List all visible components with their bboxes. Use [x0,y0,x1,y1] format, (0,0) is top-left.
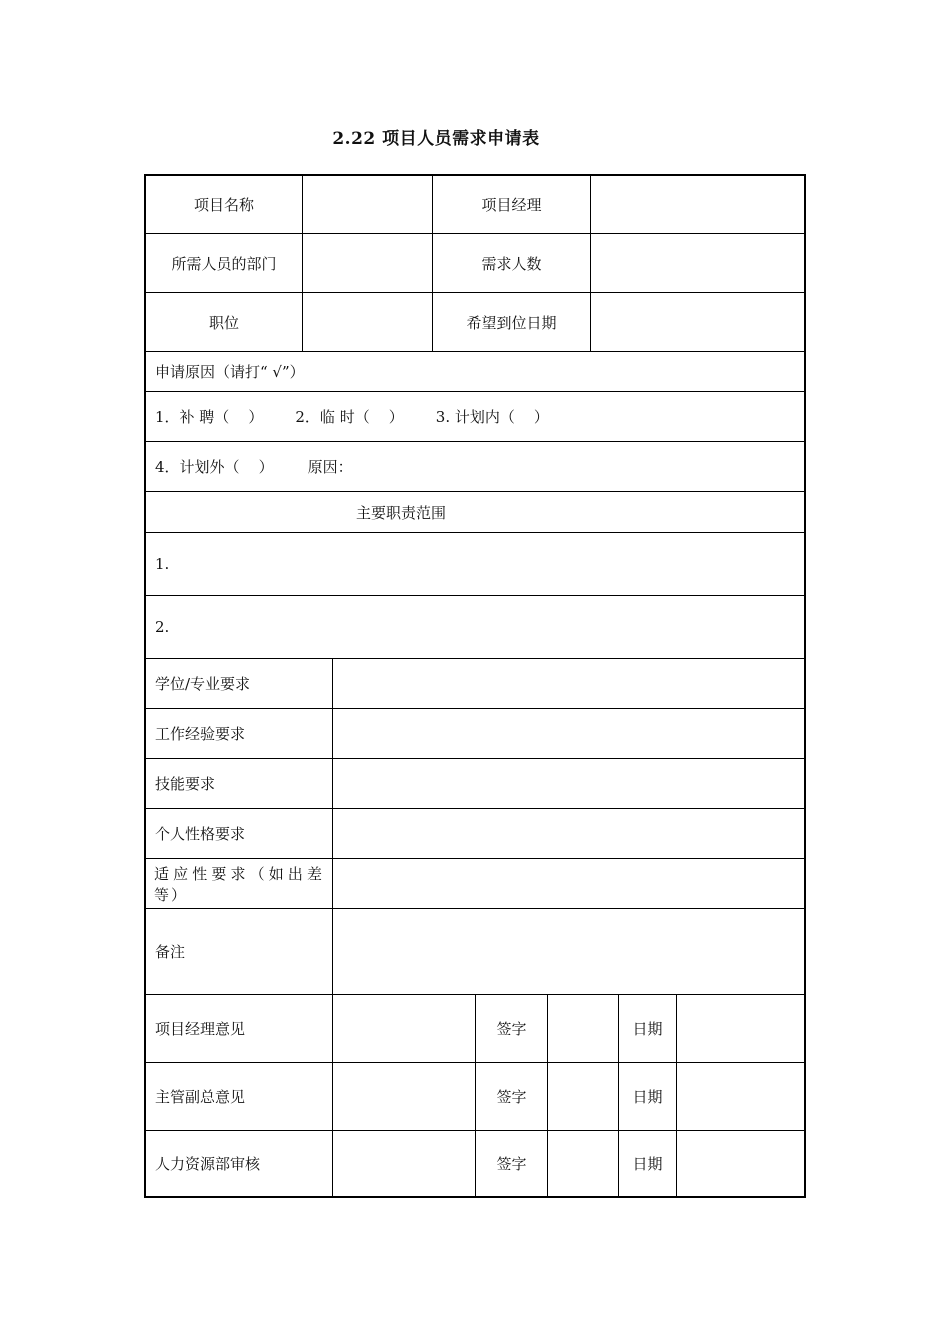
personality-requirement-label: 个人性格要求 [155,825,246,843]
adaptability-requirement-field[interactable] [333,859,804,908]
duty-item-1[interactable]: 1. [155,555,170,573]
headcount-field[interactable] [591,234,804,292]
reason-options-row [146,392,804,441]
duty-item-2[interactable]: 2. [155,618,170,636]
experience-requirement-field[interactable] [333,709,804,758]
pm-date-label: 日期 [632,1020,663,1038]
option-temporary[interactable]: 2．临 时（ ） [295,408,404,426]
hr-review-field[interactable] [333,1131,475,1196]
remarks-label: 备注 [155,943,186,961]
skill-requirement-label: 技能要求 [155,775,216,793]
position-label: 职位 [208,313,239,332]
vp-opinion-label: 主管副总意见 [155,1088,246,1106]
department-field[interactable] [303,234,432,292]
pm-sign-field[interactable] [548,995,618,1062]
degree-requirement-label: 学位/专业要求 [155,675,251,693]
duties-header: 主要职责范围 [356,503,447,522]
pm-opinion-label: 项目经理意见 [155,1020,246,1038]
arrival-date-field[interactable] [591,293,804,351]
option-unplanned[interactable]: 4．计划外（ ） [155,458,274,476]
arrival-date-label: 希望到位日期 [466,313,557,332]
hr-date-field[interactable] [677,1131,804,1196]
project-name-label: 项目名称 [193,196,254,214]
page-title: 2.22 项目人员需求申请表 [332,129,540,149]
headcount-label: 需求人数 [481,254,542,273]
requisition-form [144,174,806,1198]
project-manager-field[interactable] [591,176,804,233]
project-name-field[interactable] [303,176,432,233]
personality-requirement-field[interactable] [333,809,804,858]
experience-requirement-label: 工作经验要求 [155,725,246,743]
pm-sign-label: 签字 [496,1020,527,1038]
pm-date-field[interactable] [677,995,804,1062]
vp-opinion-field[interactable] [333,1063,475,1130]
reason-header: 申请原因（请打“ √”） [155,363,305,381]
hr-date-label: 日期 [632,1155,663,1173]
hr-sign-label: 签字 [496,1155,527,1173]
hr-sign-field[interactable] [548,1131,618,1196]
option-planned[interactable]: 3. 计划内（ ） [435,408,549,426]
department-label: 所需人员的部门 [171,254,277,273]
adaptability-requirement-label: 适应性要求（如出差等） [154,865,324,904]
remarks-field[interactable] [333,909,804,994]
position-field[interactable] [303,293,432,351]
degree-requirement-field[interactable] [333,659,804,708]
option-replacement[interactable]: 1．补 聘（ ） [155,408,264,426]
project-manager-label: 项目经理 [481,196,542,214]
vp-date-field[interactable] [677,1063,804,1130]
vp-sign-label: 签字 [496,1088,527,1106]
pm-opinion-field[interactable] [333,995,475,1062]
skill-requirement-field[interactable] [333,759,804,808]
vp-sign-field[interactable] [548,1063,618,1130]
vp-date-label: 日期 [632,1088,663,1106]
reason-unplanned-row [146,442,804,491]
hr-review-label: 人力资源部审核 [155,1155,261,1173]
reason-label: 原因： [307,458,353,476]
